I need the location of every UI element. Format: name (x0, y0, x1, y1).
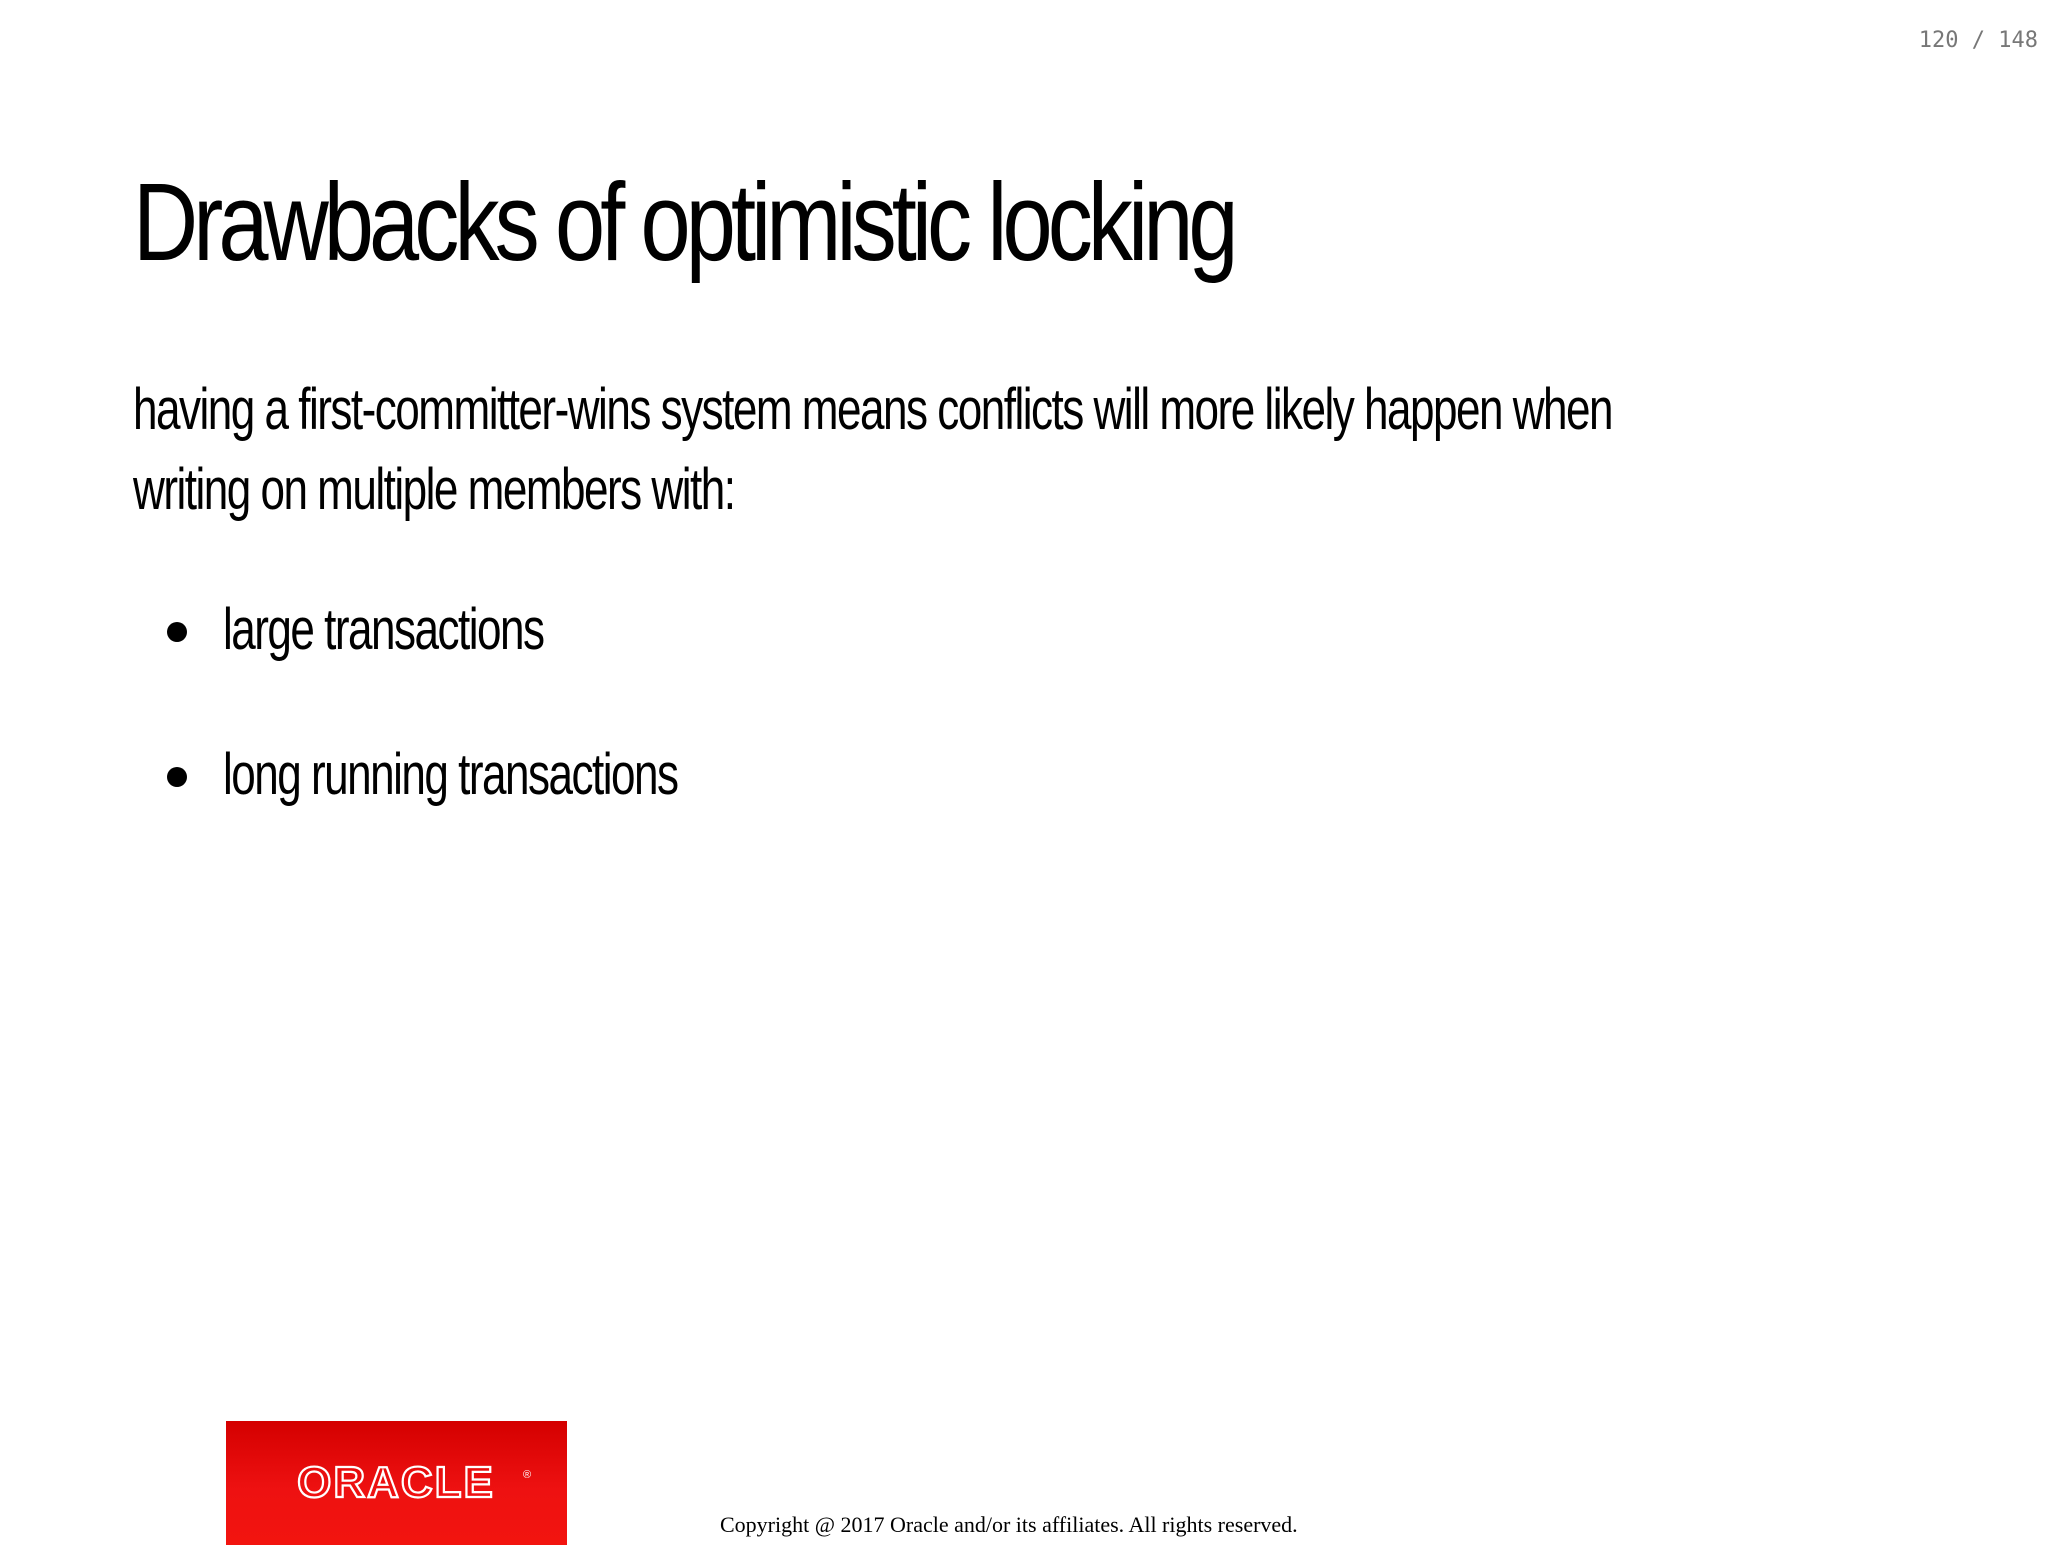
bullet-text: large transactions (223, 597, 544, 662)
slide-intro-text: having a first-committer-wins system means conflicts will more likely happen when writing on multiple members with: (133, 377, 1613, 522)
registered-mark-icon: ® (523, 1469, 532, 1481)
bullet-dot-icon (167, 622, 187, 642)
oracle-logo-text: ORACLE (297, 1458, 495, 1507)
oracle-logo-icon (226, 1421, 567, 1545)
copyright-notice: Copyright @ 2017 Oracle and/or its affiliates. All rights reserved. (720, 1512, 1298, 1537)
slide-title: Drawbacks of optimistic locking (133, 161, 1234, 284)
oracle-logo (226, 1421, 567, 1545)
bullet-dot-icon (167, 767, 187, 787)
slide-counter: 120 / 148 (1918, 28, 2038, 53)
bullet-text: long running transactions (223, 742, 678, 807)
